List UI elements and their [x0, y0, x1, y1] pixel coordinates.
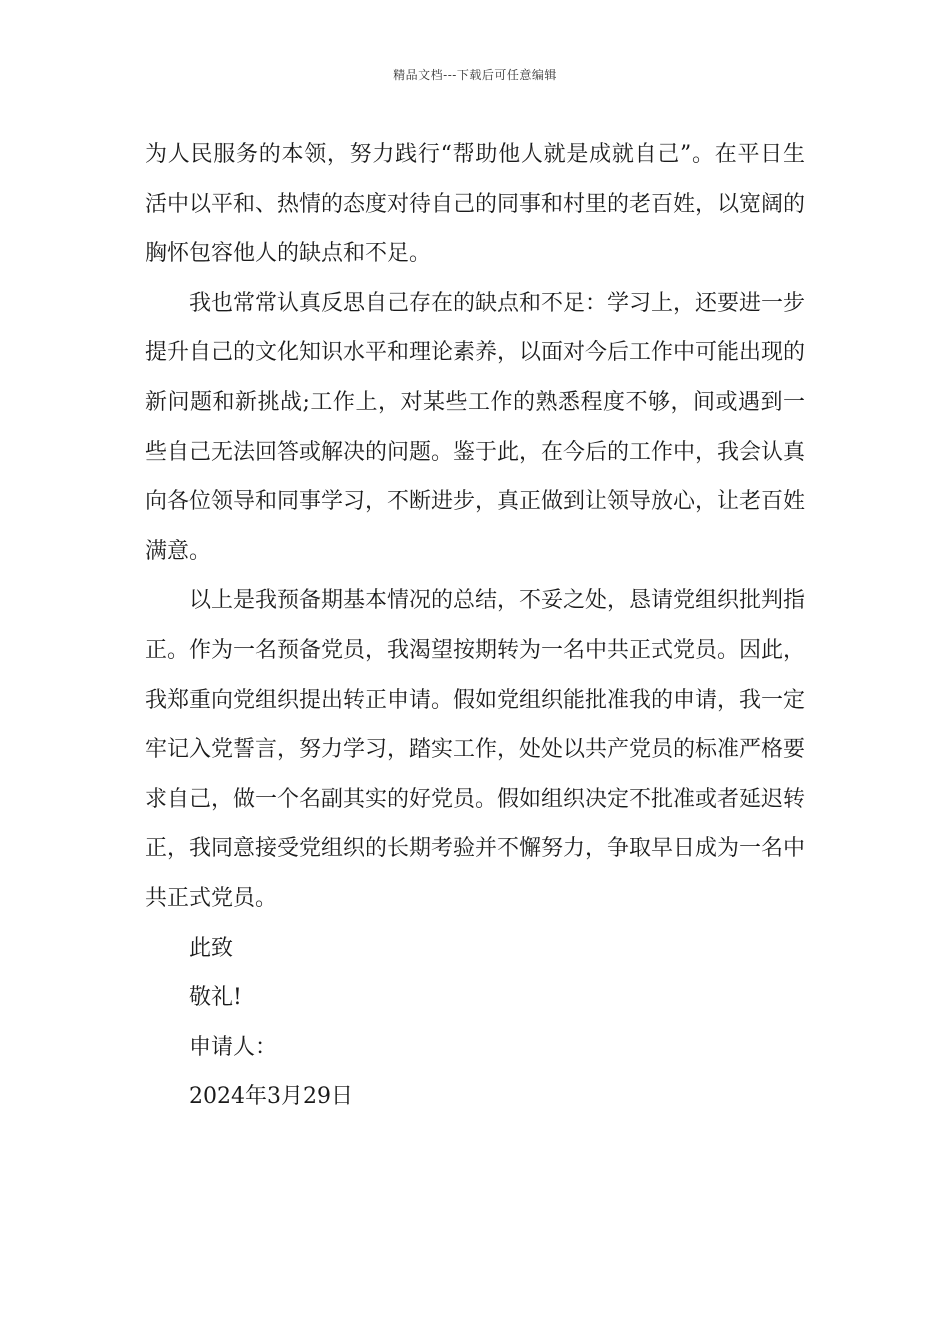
applicant-label: 申请人：	[189, 1034, 278, 1060]
signature-date: 2024年3月29日	[189, 1084, 353, 1110]
paragraph-continuation: 为人民服务的本领，努力践行“帮助他人就是成就自己”。在平日生活中以平和、热情的态度对待自己的同事和村里的老百姓，以宽阔的胸怀包容他人的缺点和不足。	[145, 142, 806, 267]
paragraph-self-reflection: 我也常常认真反思自己存在的缺点和不足：学习上，还要进一步提升自己的文化知识水平和理论素养，以面对今后工作中可能出现的新问题和新挑战;工作上，对某些工作的熟悉程度不够，间或遇到一些自己无法回答或解决的问题。鉴于此，在今后的工作中，我会认真向各位领导和同事学习，不断进步，真正做到让领导放心，让老百姓满意。	[145, 290, 806, 564]
closing-salutation-2: 敬礼!	[189, 985, 242, 1011]
page-header: 精品文档---下载后可任意编辑	[393, 68, 557, 82]
document-body	[145, 130, 805, 1122]
paragraph-application: 以上是我预备期基本情况的总结，不妥之处，恳请党组织批判指正。作为一名预备党员，我渴望按期转为一名中共正式党员。因此，我郑重向党组织提出转正申请。假如党组织能批准我的申请，我一定牢记入党誓言，努力学习，踏实工作，处处以共产党员的标准严格要求自己，做一个名副其实的好党员。假如组织决定不批准或者延迟转正，我同意接受党组织的长期考验并不懈努力，争取早日成为一名中共正式党员。	[145, 588, 806, 911]
closing-salutation-1: 此致	[189, 935, 234, 961]
